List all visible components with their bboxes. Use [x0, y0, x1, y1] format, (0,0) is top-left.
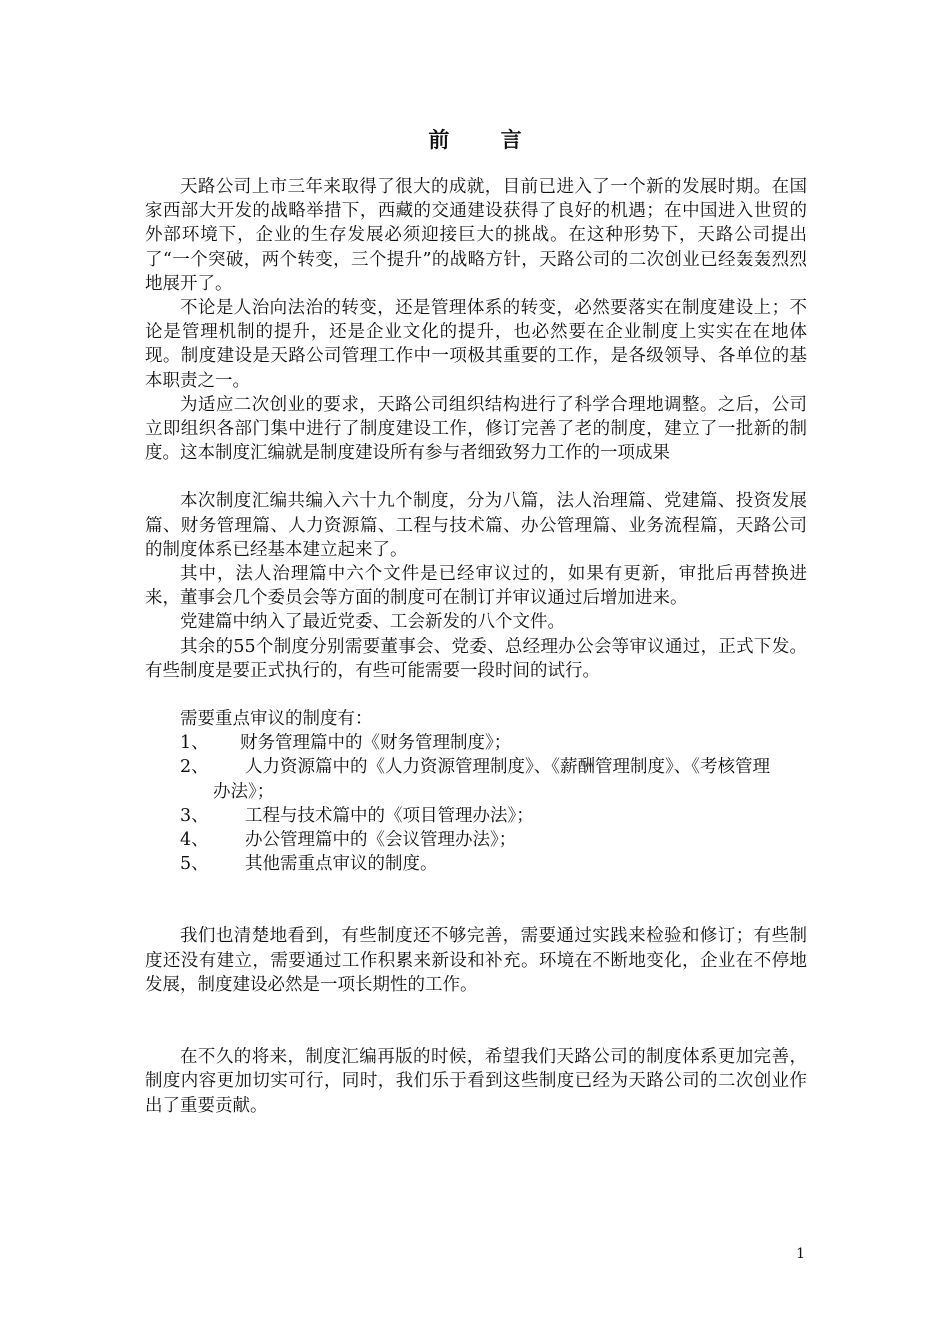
list-number: 1、 [180, 733, 209, 754]
list-item [145, 852, 807, 876]
paragraph: 其中，法人治理篇中六个文件是已经审议过的，如果有更新，审批后再替换进来，董事会几个委员会等方面的制度可在制订并审议通过后增加进来。 [145, 564, 807, 609]
paragraph: 其余的55个制度分别需要董事会、党委、总经理办公会等审议通过，正式下发。有些制度是要正式执行的，有些可能需要一段时间的试行。 [145, 636, 807, 681]
list-number: 3、 [180, 805, 209, 826]
document-body [145, 175, 807, 1118]
list-text: 其他需重点审议的制度。 [245, 854, 438, 875]
list-item [145, 755, 807, 803]
paragraph: 不论是人治向法治的转变，还是管理体系的转变，必然要落实在制度建设上；不论是管理机制的提升，还是企业文化的提升，也必然要在企业制度上实实在在地体现。制度建设是天路公司管理工作中一项极其重要的工作，是各级领导、各单位的基本职责之一。 [145, 298, 807, 391]
paragraph: 党建篇中纳入了最近党委、工会新发的八个文件。 [180, 612, 565, 633]
list-text-continued: 办法》； [213, 781, 275, 802]
list-text: 工程与技术篇中的《项目管理办法》； [245, 805, 534, 826]
list-text: 办公管理篇中的《会议管理办法》； [245, 830, 517, 851]
paragraph: 天路公司上市三年来取得了很大的成就，目前已进入了一个新的发展时期。在国家西部大开发的战略举措下，西藏的交通建设获得了良好的机遇；在中国进入世贸的外部环境下，企业的生存发展必须迎接巨大的挑战。在这种形势下，天路公司提出了“一个突破，两个转变，三个提升”的战略方针，天路公司的二次创业已经轰轰烈烈地展开了。 [145, 177, 807, 294]
list-text: 财务管理篇中的《财务管理制度》； [240, 733, 512, 754]
paragraph: 我们也清楚地看到，有些制度还不够完善，需要通过实践来检验和修订；有些制度还没有建立，需要通过工作积累来新设和补充。环境在不断地变化，企业在不停地发展，制度建设必然是一项长期性的工作。 [145, 926, 807, 995]
list-intro: 需要重点审议的制度有： [180, 709, 373, 730]
review-list [145, 731, 807, 876]
list-item [145, 804, 807, 828]
list-number: 4、 [180, 830, 209, 851]
list-text: 人力资源篇中的《人力资源管理制度》、《薪酬管理制度》、《考核管理 [245, 757, 770, 778]
list-item [145, 828, 807, 852]
list-number: 2、 [180, 757, 209, 778]
page-title: 前 言 [428, 127, 544, 152]
list-item [145, 731, 807, 755]
list-number: 5、 [180, 854, 209, 875]
paragraph: 在不久的将来，制度汇编再版的时候，希望我们天路公司的制度体系更加完善，制度内容更加切实可行，同时，我们乐于看到这些制度已经为天路公司的二次创业作出了重要贡献。 [145, 1047, 807, 1116]
paragraph: 为适应二次创业的要求，天路公司组织结构进行了科学合理地调整。之后，公司立即组织各部门集中进行了制度建设工作，修订完善了老的制度，建立了一批新的制度。这本制度汇编就是制度建设所有参与者细致努力工作的一项成果 [145, 394, 807, 464]
page-number: 1 [796, 1246, 805, 1262]
paragraph: 本次制度汇编共编入六十九个制度，分为八篇，法人治理篇、党建篇、投资发展篇、财务管理篇、人力资源篇、工程与技术篇、办公管理篇、业务流程篇，天路公司的制度体系已经基本建立起来了。 [145, 491, 807, 560]
